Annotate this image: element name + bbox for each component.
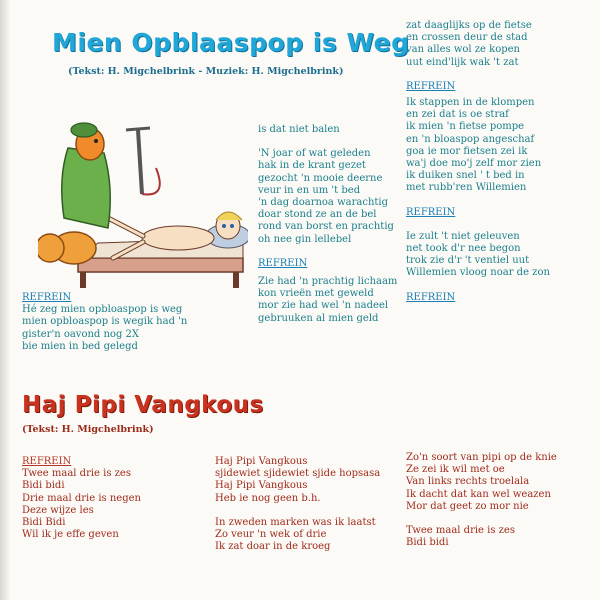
lyric-line: hak in de krant gezet	[258, 160, 366, 172]
lyric-line: Haj Pipi Vangkous	[215, 456, 308, 467]
lyric-line: ik mien 'n fietse pompe	[406, 121, 525, 133]
song1-col2	[258, 124, 397, 325]
song2-col3	[406, 452, 557, 549]
song2-col1	[22, 456, 141, 541]
song1-credits: (Tekst: H. Migchelbrink - Muziek: H. Migchelbrink)	[68, 66, 344, 77]
lyric-line: en crossen deur de stad	[406, 32, 528, 44]
lyric-line: Hé zeg mien opbloaspop is weg	[22, 304, 183, 316]
lyric-line: en 'n bloaspop angeschaf	[406, 133, 535, 145]
lyric-line: Ik dacht dat kan wel weazen	[406, 488, 551, 500]
lyric-line: zat daaglijks op de fietse	[406, 20, 532, 31]
lyric-line: Twee maal drie is zes	[22, 468, 131, 480]
lyric-line: uut eind'lijk wak 't zat	[406, 56, 519, 68]
lyric-line: Haj Pipi Vangkous	[215, 480, 308, 492]
song1-col3-refrain-label-1: REFREIN	[406, 80, 456, 92]
lyric-line: In zweden marken was ik laatst	[215, 516, 376, 528]
lyric-line: Van links rechts troelala	[406, 476, 530, 488]
lyric-line: Ie zult 't niet geleuven	[406, 230, 520, 242]
lyric-line: gister'n oavond nog 2X	[22, 328, 140, 340]
lyric-line: mien opbloaspop is wegik had 'n	[22, 316, 188, 328]
lyric-line: Willemien vloog noar de zon	[406, 267, 550, 279]
lyric-line: Mor dat geet zo mor nie	[406, 500, 529, 512]
song1-col1-refrain-label: REFREIN	[22, 292, 72, 303]
lyric-line: Ik zat doar in de kroeg	[215, 541, 331, 553]
lyric-line: is dat niet balen	[258, 124, 340, 135]
lyric-line: goa ie mor fietsen zei ik	[406, 145, 528, 157]
lyric-line: Ik stappen in de klompen	[406, 97, 535, 109]
lyric-line: en zei dat is oe straf	[406, 109, 509, 121]
cartoon-illustration	[38, 108, 248, 298]
lyric-line: oh nee gin lellebel	[258, 233, 352, 245]
lyric-line: kon vrieën met geweld	[258, 288, 374, 300]
song1-title: Mien Opblaaspop is Weg	[52, 28, 410, 57]
lyric-line: Drie maal drie is negen	[22, 492, 141, 504]
lyric-line: bie mien in bed gelegd	[22, 340, 138, 352]
song2-col2	[215, 456, 380, 553]
song1-col3-refrain-label-2: REFREIN	[406, 206, 456, 218]
lyric-line: gezocht 'n mooie deerne	[258, 172, 383, 184]
song1-col3	[406, 20, 550, 304]
lyric-line: met rubb'ren Willemien	[406, 182, 527, 194]
lyric-line: veur in en um 't bed	[258, 184, 361, 196]
lyric-line: sjidewiet sjidewiet sjide hopsasa	[215, 468, 381, 480]
page-edge-shadow	[0, 0, 10, 600]
lyric-line: doar stond ze an de bel	[258, 209, 377, 221]
lyric-line: van alles wol ze kopen	[406, 44, 520, 56]
lyric-line: Ze zei ik wil met oe	[406, 464, 505, 476]
lyric-line: trok zie d'r 't ventiel uut	[406, 255, 530, 267]
song1-col1	[22, 292, 187, 353]
lyric-line: mor zie had wel 'n nadeel	[258, 300, 389, 312]
lyric-line: 'N joar of wat geleden	[258, 148, 371, 160]
lyric-line: Zo veur 'n wek of drie	[215, 529, 327, 541]
lyric-line: 'n dag doarnoa warachtig	[258, 197, 388, 209]
lyric-line: wa'j doe mo'j zelf mor zien	[406, 158, 542, 170]
lyric-line: net took d'r nee begon	[406, 243, 521, 255]
song2-credits: (Tekst: H. Migchelbrink)	[22, 424, 154, 435]
lyric-line: Bidi Bidi	[22, 517, 66, 529]
lyric-line: Bidi bidi	[406, 537, 449, 549]
song1-col3-refrain-label-3: REFREIN	[406, 291, 456, 303]
lyric-line: Bidi bidi	[22, 480, 65, 492]
lyric-line: Zo'n soort van pipi op de knie	[406, 452, 557, 463]
lyric-line: Deze wijze les	[22, 504, 94, 516]
lyric-line: ik duiken snel ' t bed in	[406, 170, 525, 182]
song2-col1-refrain-label: REFREIN	[22, 456, 72, 467]
song1-col2-refrain-label: REFREIN	[258, 257, 308, 269]
song2-title: Haj Pipi Vangkous	[22, 392, 264, 418]
lyric-line: Zie had 'n prachtig lichaam	[258, 276, 398, 288]
lyric-line: rond van borst en prachtig	[258, 221, 394, 233]
lyric-line: Wil ik je effe geven	[22, 529, 119, 541]
lyric-line: Heb ie nog geen b.h.	[215, 492, 321, 504]
lyric-line: gebruuken al mien geld	[258, 312, 379, 324]
lyric-line: Twee maal drie is zes	[406, 525, 515, 537]
